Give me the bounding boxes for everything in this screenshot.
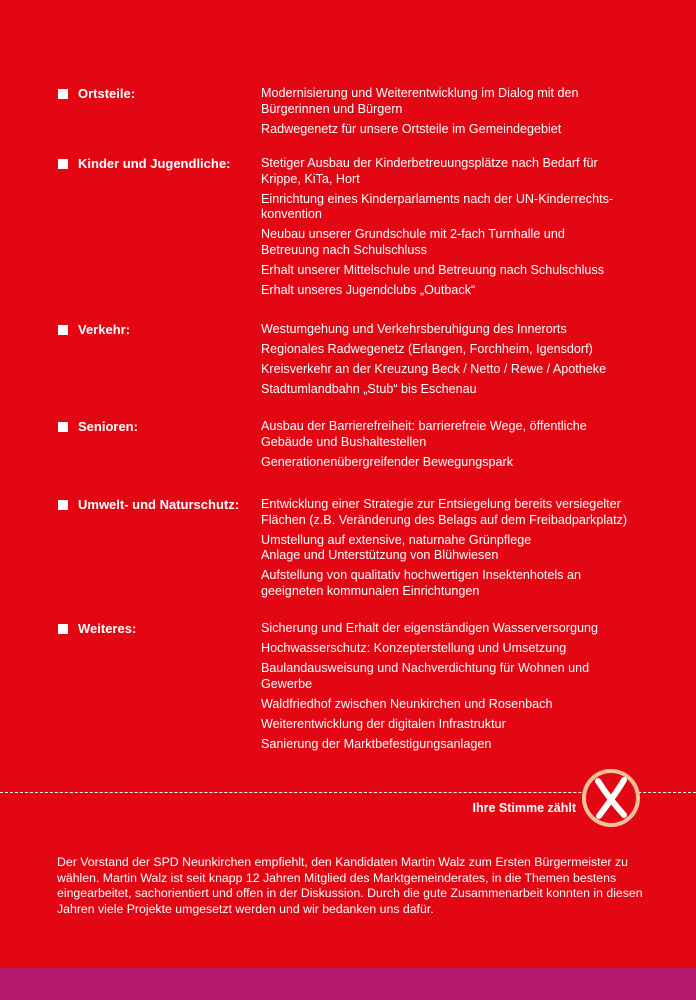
list-item: Modernisierung und Weiterentwicklung im Dialog mit den Bürgerinnen und Bürgern: [261, 86, 579, 116]
bullet-square-icon: [58, 624, 68, 634]
list-item: Stetiger Ausbau der Kinderbetreuungsplätze nach Bedarf für Krippe, KiTa, Hort: [261, 156, 598, 186]
category-label: Verkehr:: [58, 322, 130, 338]
bottom-bar: [0, 968, 696, 1000]
list-item: Sanierung der Marktbefestigungsanlagen: [261, 736, 492, 751]
item-list: [261, 322, 661, 402]
item-list: [261, 86, 661, 142]
item-list: [261, 621, 661, 757]
list-item: Radwegenetz für unsere Ortsteile im Gemeindegebiet: [261, 121, 562, 136]
category-label: Umwelt- und Naturschutz:: [58, 497, 239, 513]
list-item: Einrichtung eines Kinderparlaments nach der UN-Kinderrechts-konvention: [261, 191, 614, 221]
ballot-cross-icon: [581, 768, 641, 828]
list-item: Kreisverkehr an der Kreuzung Beck / Netto / Rewe / Apotheke: [261, 362, 607, 376]
bullet-square-icon: [58, 325, 68, 335]
item-list: [261, 156, 661, 303]
list-item: Regionales Radwegenetz (Erlangen, Forchheim, Igensdorf): [261, 342, 593, 356]
item-list: [261, 497, 661, 604]
endorsement-paragraph: Der Vorstand der SPD Neunkirchen empfiehlt, den Kandidaten Martin Walz zum Ersten Bürgermeister zu wählen. Martin Walz ist seit knapp 12 Jahren Mitglied des Marktgemeinderates, in die Themen bestens eingearbeitet, sachorientiert und offen in der Diskussion. Durch die gute Zusammenarbeit konnten in diesen Jahren viele Projekte umgesetzt werden und wir bedanken uns dafür.: [57, 855, 643, 916]
category-label: Senioren:: [58, 419, 138, 435]
bullet-square-icon: [58, 159, 68, 169]
bullet-square-icon: [58, 89, 68, 99]
list-item: Neubau unserer Grundschule mit 2-fach Turnhalle und Betreuung nach Schulschluss: [261, 227, 565, 257]
list-item: Hochwasserschutz: Konzepterstellung und Umsetzung: [261, 641, 567, 655]
list-item: Aufstellung von qualitativ hochwertigen Insektenhotels an geeigneten kommunalen Einrichtungen: [261, 568, 581, 598]
list-item: Waldfriedhof zwischen Neunkirchen und Rosenbach: [261, 696, 553, 711]
bullet-square-icon: [58, 500, 68, 510]
list-item: Erhalt unseres Jugendclubs „Outback“: [261, 282, 476, 297]
list-item: Generationenübergreifender Bewegungspark: [261, 454, 514, 469]
category-label: Kinder und Jugendliche:: [58, 156, 230, 172]
list-item: Ausbau der Barrierefreiheit: barrierefreie Wege, öffentliche Gebäude und Bushaltestellen: [261, 419, 587, 449]
list-item: Weiterentwicklung der digitalen Infrastruktur: [261, 716, 506, 731]
list-item: Stadtumlandbahn „Stub“ bis Eschenau: [261, 382, 477, 396]
category-label: Weiteres:: [58, 621, 136, 637]
item-list: [261, 419, 661, 475]
list-item: Sicherung und Erhalt der eigenständigen Wasserversorgung: [261, 621, 598, 635]
category-label: Ortsteile:: [58, 86, 135, 102]
list-item: Baulandausweisung und Nachverdichtung für Wohnen und Gewerbe: [261, 661, 590, 691]
list-item: Entwicklung einer Strategie zur Entsiegelung bereits versiegelter Flächen (z.B. Veränderung des Belags auf dem Freibadparkplatz): [261, 497, 628, 527]
list-item: Erhalt unserer Mittelschule und Betreuung nach Schulschluss: [261, 262, 605, 277]
list-item: Umstellung auf extensive, naturnahe Grünpflege: [261, 532, 532, 547]
slogan: Ihre Stimme zählt: [472, 801, 576, 815]
list-item: Westumgehung und Verkehrsberuhigung des Innerorts: [261, 322, 567, 336]
list-item: Anlage und Unterstützung von Blühwiesen: [261, 548, 499, 562]
bullet-square-icon: [58, 422, 68, 432]
